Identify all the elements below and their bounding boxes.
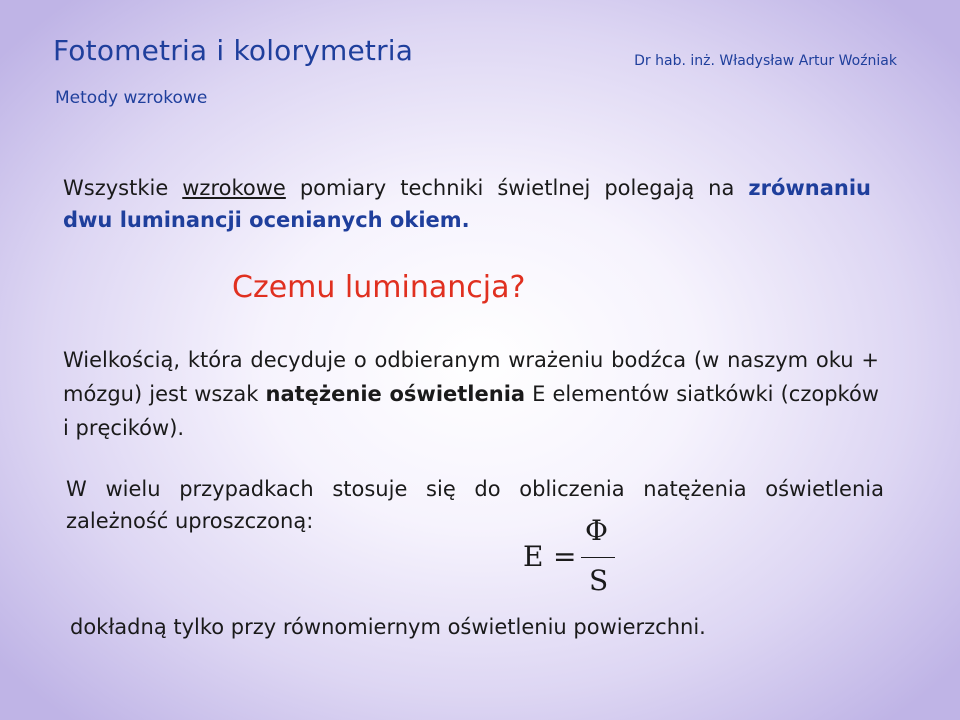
intro-underlined-word: wzrokowe <box>182 176 286 200</box>
formula-equals: = <box>553 540 577 573</box>
illuminance-formula <box>523 512 633 602</box>
explanation-text-1: Wielkością, która decyduje o odbieranym wrażeniu bodźca (w naszym oku + mózgu) jest wszak <box>63 348 879 406</box>
intro-text-2: pomiary techniki świetlnej polegają na <box>285 176 749 200</box>
explanation-paragraph <box>63 343 879 445</box>
slide-title: Fotometria i kolorymetria <box>53 34 414 67</box>
formula-numerator: Φ <box>585 514 608 547</box>
formula-intro-paragraph: W wielu przypadkach stosuje się do obliczenia natężenia oświetlenia zależność uproszczoną: <box>66 477 884 533</box>
explanation-text-2: E elementów siatkówki (czopków i pręcików). <box>63 382 879 440</box>
explanation-bold-term: natężenie oświetlenia <box>265 382 526 406</box>
intro-text-1: Wszystkie <box>63 176 183 200</box>
closing-paragraph: dokładną tylko przy równomiernym oświetleniu powierzchni. <box>70 615 706 639</box>
intro-highlight: zrównaniu dwu luminancji ocenianych okiem. <box>63 176 871 232</box>
intro-paragraph <box>63 172 871 236</box>
question-heading: Czemu luminancja? <box>232 270 526 305</box>
author-name: Dr hab. inż. Władysław Artur Woźniak <box>634 53 897 69</box>
slide-subtitle: Metody wzrokowe <box>55 88 208 108</box>
formula-lhs: E <box>523 540 544 573</box>
fraction-bar <box>581 557 615 558</box>
formula-denominator: S <box>589 564 609 597</box>
